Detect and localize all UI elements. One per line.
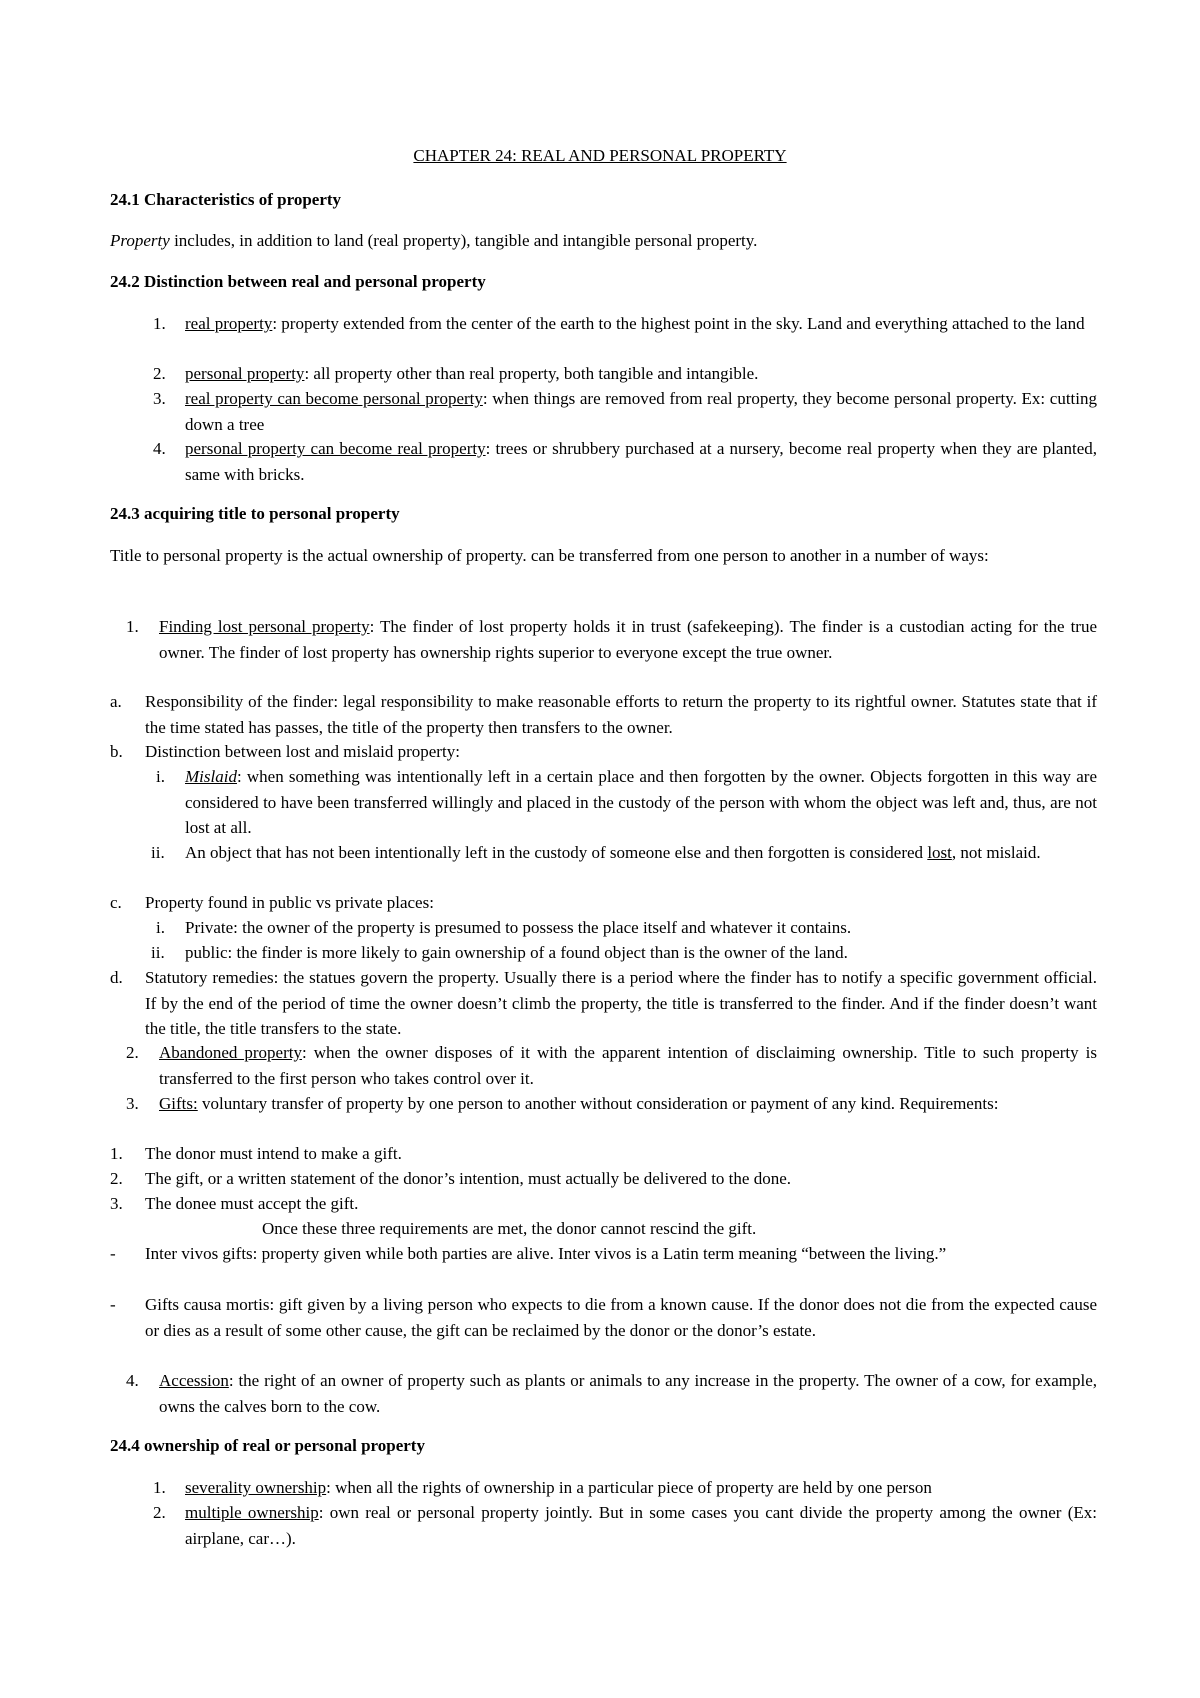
private-place: Private: the owner of the property is presumed to possess the place itself and whatever it contains. xyxy=(185,918,852,937)
severality-ownership: severality ownership: when all the rights of ownership in a particular piece of property are held by one person xyxy=(185,1478,932,1497)
gifts: Gifts: voluntary transfer of property by one person to another without consideration or payment of any kind. Requirements: xyxy=(159,1094,999,1113)
public-vs-private: Property found in public vs private places: xyxy=(145,893,434,912)
section-24-3-heading: 24.3 acquiring title to personal property xyxy=(110,504,400,523)
list-letter: c. xyxy=(110,893,122,912)
statutory-remedies: Statutory remedies: the statues govern the property. Usually there is a period where the finder has to notify a specific government official. If by the end of the period of time the owner doesn’t climb the property, the title is transferred to the finder. And if the finder doesn’t want the title, the title transfers to the state. xyxy=(145,968,1097,1038)
lost-vs-mislaid: Distinction between lost and mislaid property: xyxy=(145,742,460,761)
list-item-personal-to-real: personal property can become real property: trees or shrubbery purchased at a nursery, become real property when they are planted, same with bricks. xyxy=(185,439,1098,484)
gift-requirement: The donee must accept the gift. xyxy=(145,1194,359,1213)
list-roman: i. xyxy=(156,918,165,937)
gift-rescind-note: Once these three requirements are met, the donor cannot rescind the gift. xyxy=(262,1219,757,1238)
list-number: 2. xyxy=(153,1503,166,1522)
responsibility-of-finder: Responsibility of the finder: legal responsibility to make reasonable efforts to return the property to its rightful owner. Statutes state that if the time stated has passes, the title of the property then transfers to the owner. xyxy=(145,692,1097,737)
list-number: 2. xyxy=(110,1169,123,1188)
list-dash: - xyxy=(110,1295,116,1314)
list-item-real-to-personal: real property can become personal property: when things are removed from real property, they become personal property. Ex: cutting down a tree xyxy=(185,389,1097,434)
section-24-1-text: Property includes, in addition to land (real property), tangible and intangible personal property. xyxy=(110,231,758,250)
list-number: 3. xyxy=(153,389,166,408)
list-number: 1. xyxy=(110,1144,123,1163)
list-number: 3. xyxy=(110,1194,123,1213)
public-place: public: the finder is more likely to gain ownership of a found object than is the owner of the land. xyxy=(185,943,848,962)
accession: Accession: the right of an owner of property such as plants or animals to any increase in the property. The owner of a cow, for example, owns the calves born to the cow. xyxy=(159,1371,1097,1416)
section-24-3-intro: Title to personal property is the actual ownership of property. can be transferred from one person to another in a number of ways: xyxy=(110,546,989,565)
property-term: Property xyxy=(110,231,170,250)
list-roman: ii. xyxy=(151,843,165,862)
section-24-1-heading: 24.1 Characteristics of property xyxy=(110,190,342,209)
section-24-2-heading: 24.2 Distinction between real and personal property xyxy=(110,272,486,291)
list-item-personal-property: personal property: all property other than real property, both tangible and intangible. xyxy=(185,364,759,383)
finding-lost-property: Finding lost personal property: The finder of lost property holds it in trust (safekeeping). The finder is a custodian acting for the true owner. The finder of lost property has ownership rights superior to everyone except the true owner. xyxy=(159,617,1097,662)
mislaid-definition: Mislaid: when something was intentionally left in a certain place and then forgotten by the owner. Objects forgotten in this way are considered to have been transferred willingly and placed in the custody of the person with whom the object was left and, thus, are not lost at all. xyxy=(185,767,1097,837)
list-number: 2. xyxy=(153,364,166,383)
gift-requirement: The donor must intend to make a gift. xyxy=(145,1144,402,1163)
abandoned-property: Abandoned property: when the owner disposes of it with the apparent intention of disclaiming ownership. Title to such property is transferred to the first person who takes control over it. xyxy=(159,1043,1097,1088)
list-item-real-property: real property: property extended from the center of the earth to the highest point in the sky. Land and everything attached to the land xyxy=(185,314,1085,333)
chapter-title: CHAPTER 24: REAL AND PERSONAL PROPERTY xyxy=(413,146,787,165)
list-letter: a. xyxy=(110,692,122,711)
gifts-causa-mortis: Gifts causa mortis: gift given by a living person who expects to die from a known cause. If the donor does not die from the expected cause or dies as a result of some other cause, the gift can be reclaimed by the donor or the donor’s estate. xyxy=(145,1295,1097,1340)
list-roman: ii. xyxy=(151,943,165,962)
list-dash: - xyxy=(110,1244,116,1263)
multiple-ownership: multiple ownership: own real or personal property jointly. But in some cases you cant divide the property among the owner (Ex: airplane, car…). xyxy=(185,1503,1097,1548)
list-number: 1. xyxy=(153,314,166,333)
list-number: 1. xyxy=(153,1478,166,1497)
list-number: 4. xyxy=(126,1371,139,1390)
list-letter: b. xyxy=(110,742,123,761)
list-letter: d. xyxy=(110,968,123,987)
inter-vivos-gifts: Inter vivos gifts: property given while both parties are alive. Inter vivos is a Latin term meaning “between the living.” xyxy=(145,1244,947,1263)
gift-requirement: The gift, or a written statement of the donor’s intention, must actually be delivered to the done. xyxy=(145,1169,791,1188)
section-24-4-heading: 24.4 ownership of real or personal property xyxy=(110,1436,425,1455)
list-number: 1. xyxy=(126,617,139,636)
list-number: 4. xyxy=(153,439,166,458)
list-number: 2. xyxy=(126,1043,139,1062)
list-number: 3. xyxy=(126,1094,139,1113)
list-roman: i. xyxy=(156,767,165,786)
lost-definition: An object that has not been intentionally left in the custody of someone else and then forgotten is considered lost, not mislaid. xyxy=(185,843,1041,862)
